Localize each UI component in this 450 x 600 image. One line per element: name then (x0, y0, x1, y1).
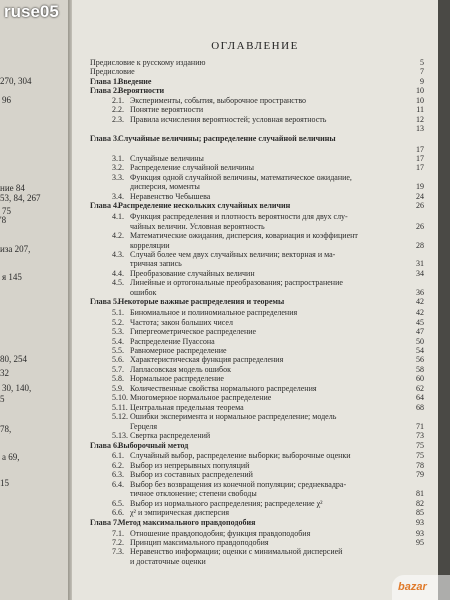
toc-entry-title: тричная запись (130, 259, 182, 269)
toc-entry-number: Глава 7. (90, 517, 119, 527)
toc-entry-title: Случайные величины (130, 154, 204, 163)
toc-page-number: 10 (416, 95, 424, 105)
toc-page-number: 71 (416, 421, 424, 431)
toc-entry-number: 4.5. (112, 278, 124, 288)
toc-page-number: 26 (416, 201, 424, 211)
toc-entry-title: Функция одной случайной величины, математическое ожидание, (130, 172, 352, 182)
toc-page-number: 47 (416, 327, 424, 337)
toc-entry-number: Глава 4. (90, 201, 119, 211)
left-page-fragment: 30, 140, (2, 383, 32, 393)
toc-entry-number: Глава 6. (90, 440, 119, 450)
toc-page-number: 58 (416, 364, 424, 374)
toc-page-number: 54 (416, 346, 424, 355)
toc-page-number: 62 (416, 383, 424, 393)
left-page-fragment: 32 (0, 368, 9, 378)
toc-chapter-row (0, 134, 450, 144)
left-page-fragment: 53, 84, 267 (0, 193, 41, 203)
toc-entry-title: Математические ожидания, дисперсия, ковариация и коэффициент (130, 231, 358, 241)
toc-entry-number: Глава 1. (90, 76, 119, 86)
toc-page-number: 56 (416, 355, 424, 365)
left-page-fragment: '8 (0, 215, 7, 225)
toc-entry-title: Распределение случайной величины (130, 163, 255, 173)
toc-entry-title: Отношение правдоподобия; функция правдоподобия (130, 528, 311, 538)
toc-entry-title: Выбор из непрерывных популяций (130, 460, 250, 470)
toc-entry-title: Выбор из составных распределений (130, 470, 253, 480)
toc-entry-title: Вероятности (118, 86, 165, 96)
marketplace-logo (392, 575, 450, 600)
toc-page-number: 11 (416, 105, 424, 115)
toc-entry-title: тичное отклонение; степени свободы (130, 489, 257, 499)
left-page-fragment: 96 (2, 95, 11, 105)
toc-entry-title: Правила исчисления вероятностей; условная вероятность (130, 114, 327, 124)
toc-entry-title: Биномиальное и полиномиальное распределения (130, 308, 298, 318)
toc-page-number: 28 (416, 240, 424, 250)
toc-entry-number: 5.10. (112, 393, 128, 403)
toc-page-number: 17 (416, 163, 424, 173)
toc-entry-number: 5.11. (112, 402, 128, 412)
toc-page-number: 31 (416, 259, 424, 269)
marketplace-logo-text: bazar (398, 581, 427, 593)
toc-entry-number: 5.5. (112, 346, 124, 355)
toc-entry-title: Центральная предельная теорема (130, 402, 244, 412)
left-page-fragment: 78, (0, 424, 12, 434)
toc-page-number: 75 (416, 451, 424, 461)
toc-entry-number: 4.4. (112, 268, 124, 278)
toc-entry-number: 5.2. (112, 317, 124, 327)
seller-watermark: ruse05 (4, 2, 59, 21)
toc-page-number: 78 (416, 460, 424, 470)
toc-entry-number: 5.12. (112, 412, 128, 422)
page-title: ОГЛАВЛЕНИЕ (211, 40, 299, 52)
left-page-fragment: иза 207, (0, 244, 31, 254)
toc-entry-title: Многомерное нормальное распределение (130, 393, 272, 403)
left-page-fragment: 80, 254 (0, 354, 27, 364)
left-page-fragment: я 145 (2, 272, 22, 282)
toc-entry-number: Глава 5. (90, 297, 119, 307)
toc-entry-title: Функция распределения и плотность вероятности для двух слу- (130, 212, 348, 222)
toc-page-number: 93 (416, 528, 424, 538)
toc-entry-title: и достаточные оценки (130, 556, 206, 566)
toc-entry-title: чайных величин. Условная вероятность (130, 221, 265, 231)
toc-entry-number: 3.2. (112, 163, 124, 173)
toc-entry-title: Выбор без возвращения из конечной популяции; среднеквадра- (130, 479, 347, 489)
toc-entry-number: 2.3. (112, 114, 124, 124)
toc-page-number: 5 (420, 58, 424, 67)
toc-entry-title: Метод максимального правдоподобия (118, 517, 256, 527)
toc-entry-number: 5.6. (112, 355, 124, 365)
toc-entry-title: Равномерное распределение (130, 346, 227, 355)
toc-entry-number: 5.8. (112, 374, 124, 384)
toc-entry-title: χ² и эмпирическая дисперсия (130, 508, 230, 518)
toc-page-number: 82 (416, 498, 424, 508)
toc-page-number: 24 (416, 191, 424, 201)
toc-entry-title: Распределение Пуассона (130, 336, 215, 346)
left-page-fragment: 270, 304 (0, 76, 32, 86)
toc-entry-title: Гипергеометрическое распределение (130, 327, 257, 337)
toc-entry-title: Предисловие к русскому изданию (90, 58, 206, 67)
toc-entry-title: Лапласовская модель ошибок (130, 364, 232, 374)
toc-page-number: 68 (416, 402, 424, 412)
toc-entry-title: Распределение нескольких случайных величин (118, 201, 291, 211)
toc-entry-title: Предисловие (90, 67, 135, 77)
toc-chapter-row (0, 297, 450, 307)
toc-entry-number: 6.5. (112, 498, 124, 508)
left-page-fragment: а 69, (2, 452, 20, 462)
toc-page-number: 13 (416, 124, 424, 134)
toc-entry-title: дисперсия, моменты (130, 182, 200, 192)
toc-page-number: 17 (416, 154, 424, 163)
toc-entry-number: Глава 3. (90, 133, 119, 143)
toc-entry-number: 3.1. (112, 154, 124, 163)
toc-entry-title: Преобразование случайных величин (130, 268, 255, 278)
toc-entry-number: 5.7. (112, 364, 124, 374)
toc-entry-number: 4.2. (112, 231, 124, 241)
toc-entry-title: Неравенство Чебышева (130, 191, 211, 201)
toc-entry-number: 5.4. (112, 336, 124, 346)
toc-entry-number: 2.2. (112, 105, 124, 115)
toc-entry-number: 5.13. (112, 431, 128, 441)
toc-entry-title: Выборочный метод (118, 440, 189, 450)
toc-entry-title: Линейные и ортогональные преобразования; распространение (130, 278, 343, 288)
left-page-fragment: 5 (0, 394, 5, 404)
left-page-fragment: 75 (2, 206, 11, 216)
toc-entry-number: 6.4. (112, 479, 124, 489)
toc-entry-title: Количественные свойства нормального распределения (130, 383, 317, 393)
toc-entry-number: 4.3. (112, 250, 124, 259)
toc-entry-title: Свертка распределений (130, 431, 211, 441)
toc-entry-number: 6.3. (112, 470, 124, 480)
toc-entry-title: корреляции (130, 240, 170, 250)
toc-entry-title: Нормальное распределение (130, 374, 224, 384)
toc-entry-number: 6.6. (112, 508, 124, 518)
toc-page-number: 26 (416, 221, 424, 231)
toc-page-number: 60 (416, 374, 424, 384)
toc-page-number: 19 (416, 182, 424, 192)
toc-entry-number: 3.4. (112, 191, 124, 201)
toc-entry-title: Частота; закон больших чисел (130, 317, 233, 327)
toc-page-number: 34 (416, 268, 424, 278)
toc-section-row (0, 557, 450, 567)
toc-page-number: 17 (416, 144, 424, 154)
toc-entry-title: Введение (118, 76, 152, 86)
toc-entry-number: 7.1. (112, 528, 124, 538)
toc-entry-number: 7.2. (112, 538, 124, 547)
toc-page-number: 93 (416, 517, 424, 527)
toc-page-number: 81 (416, 489, 424, 499)
toc-entry-number: 4.1. (112, 212, 124, 222)
toc-entry-title: ошибок (130, 287, 157, 297)
toc-page-number: 75 (416, 440, 424, 450)
toc-page-number: 79 (416, 470, 424, 480)
toc-entry-title: Выбор из нормального распределения; распределение χ² (130, 498, 323, 508)
toc-page-number: 42 (416, 308, 424, 318)
toc-chapter-row (0, 518, 450, 528)
toc-entry-title: Случайные величины; распределение случайной величины (118, 133, 336, 143)
left-page-fragment: ние 84 (0, 183, 25, 193)
toc-page-number: 64 (416, 393, 424, 403)
toc-entry-number: 5.9. (112, 383, 124, 393)
toc-page-number: 10 (416, 86, 424, 96)
toc-entry-number: 5.3. (112, 327, 124, 337)
toc-entry-title: Принцип максимального правдоподобия (130, 538, 269, 547)
toc-chapter-row (0, 201, 450, 211)
toc-page-number: 36 (416, 287, 424, 297)
toc-entry-number: 6.1. (112, 451, 124, 461)
toc-entry-number: 5.1. (112, 308, 124, 318)
toc-page-number: 85 (416, 508, 424, 518)
toc-entry-title: Случайный выбор, распределение выборки; выборочные оценки (130, 451, 351, 461)
toc-page-number: 45 (416, 317, 424, 327)
toc-chapter-row (0, 441, 450, 451)
toc-entry-title: Случай более чем двух случайных величин; векторная и ма- (130, 250, 336, 259)
toc-entry-title: Неравенство информации; оценки с минимальной дисперсией (130, 547, 343, 557)
toc-page-number: 12 (416, 114, 424, 124)
toc-entry-title: Некоторые важные распределения и теоремы (118, 297, 285, 307)
toc-page-number: 9 (420, 76, 424, 86)
toc-entry-number: 2.1. (112, 95, 124, 105)
toc-page-number: 73 (416, 431, 424, 441)
toc-entry-number: Глава 2. (90, 86, 119, 96)
toc-page-number: 95 (416, 538, 424, 547)
toc-entry-number: 7.3. (112, 547, 124, 557)
toc-entry-number: 3.3. (112, 172, 124, 182)
toc-entry-title: Герцеля (130, 421, 158, 431)
toc-page-number: 50 (416, 336, 424, 346)
toc-page-number: 7 (420, 67, 424, 77)
toc-entry-title: Ошибки эксперимента и нормальное распределение; модель (130, 412, 337, 422)
toc-entry-title: Эксперименты, события, выборочное пространство (130, 95, 307, 105)
toc-entry-title: Характеристическая функция распределения (130, 355, 284, 365)
toc-entry-title: Понятие вероятности (130, 105, 204, 115)
left-page-fragment: 15 (0, 478, 9, 488)
toc-page-number: 42 (416, 297, 424, 307)
toc-entry-number: 6.2. (112, 460, 124, 470)
